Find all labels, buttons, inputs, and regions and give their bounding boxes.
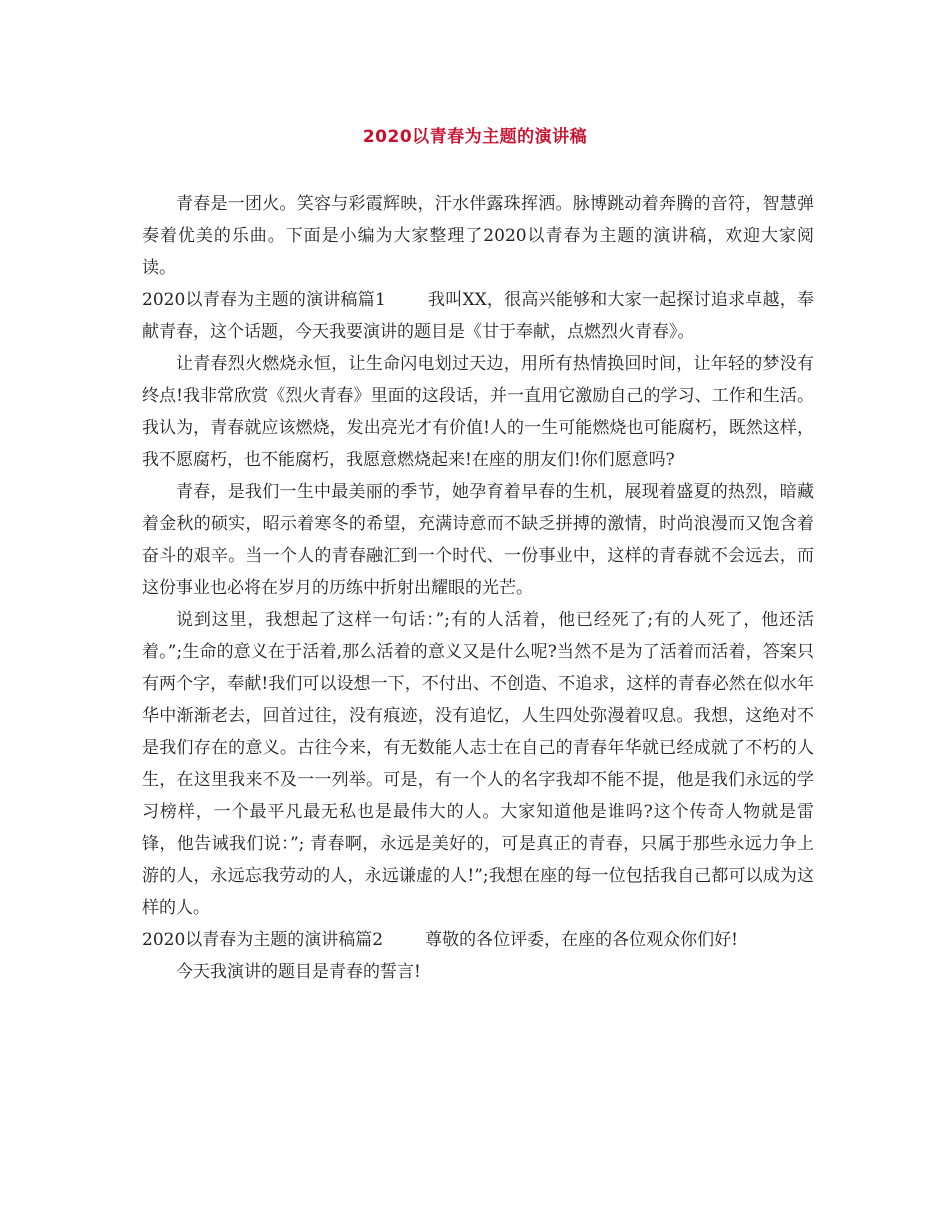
paragraph-speech-1-opening bbox=[142, 284, 814, 348]
paragraph-speech-1-text: 我叫XX，很高兴能够和大家一起探讨追求卓越，奉献青春，这个话题，今天我要演讲的题目是《甘于奉献，点燃烈火青春》。 bbox=[142, 290, 814, 342]
paragraph-speech-1-passion: 让青春烈火燃烧永恒，让生命闪电划过天边，用所有热情换回时间，让年轻的梦没有终点!我非常欣赏《烈火青春》里面的这段话，并一直用它激励自己的学习、工作和生活。我认为，青春就应该燃烧，发出亮光才有价值!人的一生可能燃烧也可能腐朽，既然这样，我不愿腐朽，也不能腐朽，我愿意燃烧起来!在座的朋友们!你们愿意吗? bbox=[142, 354, 814, 470]
paragraph-intro: 青春是一团火。笑容与彩霞辉映，汗水伴露珠挥洒。脉博跳动着奔腾的音符，智慧弹奏着优美的乐曲。下面是小编为大家整理了2020以青春为主题的演讲稿，欢迎大家阅读。 bbox=[142, 194, 814, 278]
section-heading-speech-2: 2020以青春为主题的演讲稿篇2 bbox=[142, 930, 384, 950]
paragraph-speech-2-text: 尊敬的各位评委，在座的各位观众你们好! bbox=[425, 930, 738, 950]
document-body bbox=[142, 188, 814, 988]
paragraph-speech-1-seasons: 青春，是我们一生中最美丽的季节，她孕育着早春的生机，展现着盛夏的热烈，暗藏着金秋的硕实，昭示着寒冬的希望，充满诗意而不缺乏拼搏的激情，时尚浪漫而又饱含着奋斗的艰辛。当一个人的青春融汇到一个时代、一份事业中，这样的青春就不会远去，而这份事业也必将在岁月的历练中折射出耀眼的光芒。 bbox=[142, 482, 814, 598]
section-heading-speech-1: 2020以青春为主题的演讲稿篇1 bbox=[142, 290, 386, 310]
document-title: 2020以青春为主题的演讲稿 bbox=[362, 127, 588, 147]
paragraph-speech-1-meaning: 说到这里，我想起了这样一句话：”;有的人活着，他已经死了;有的人死了，他还活着。”;生命的意义在于活着,那么活着的意义又是什么呢?当然不是为了活着而活着，答案只有两个字，奉献!我们可以设想一下，不付出、不创造、不追求，这样的青春必然在似水年华中渐渐老去，回首过往，没有痕迹，没有追忆，人生四处弥漫着叹息。我想，这绝对不是我们存在的意义。古往今来，有无数能人志士在自己的青春年华就已经成就了不朽的人生，在这里我来不及一一列举。可是，有一个人的名字我却不能不提，他是我们永远的学习榜样，一个最平凡最无私也是最伟大的人。大家知道他是谁吗?这个传奇人物就是雷锋，他告诫我们说：”; 青春啊，永远是美好的，可是真正的青春，只属于那些永远力争上游的人，永远忘我劳动的人，永远谦虚的人!”;我想在座的每一位包括我自己都可以成为这样的人。 bbox=[142, 610, 814, 918]
paragraph-speech-2-opening bbox=[142, 924, 814, 956]
paragraph-speech-2-topic: 今天我演讲的题目是青春的誓言! bbox=[176, 962, 421, 982]
